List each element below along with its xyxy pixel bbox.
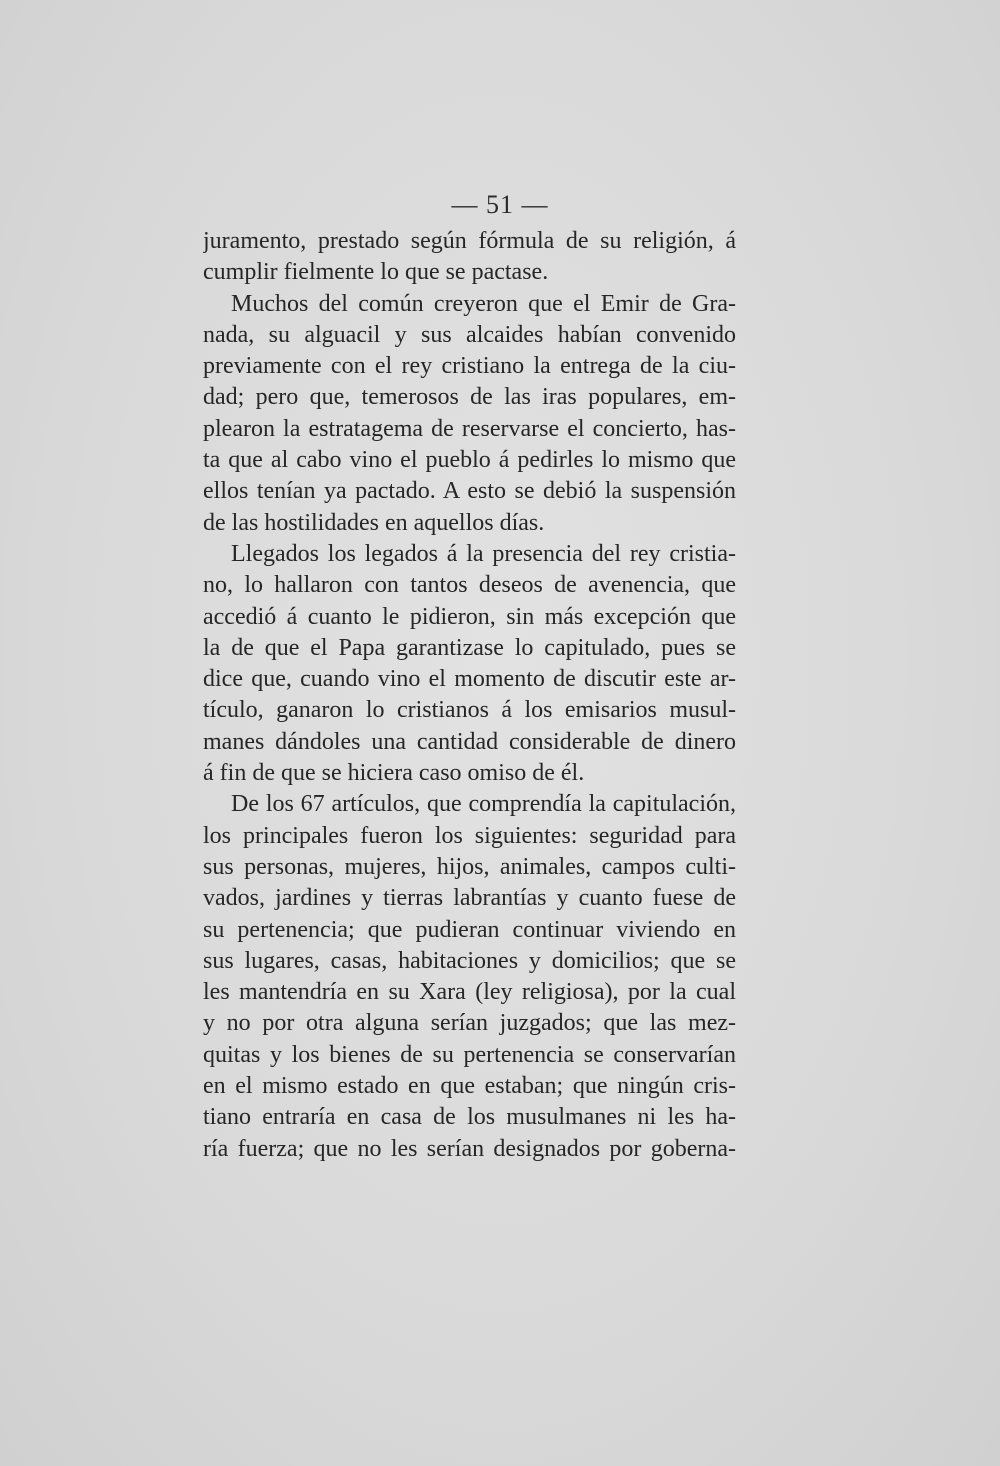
- text-line: sus lugares, casas, habitaciones y domicilios; que se: [203, 947, 736, 974]
- text-line: accedió á cuanto le pidieron, sin más excepción que: [203, 603, 736, 630]
- text-line: ría fuerza; que no les serían designados por goberna-: [203, 1135, 736, 1162]
- text-line: los principales fueron los siguientes: seguridad para: [203, 822, 736, 849]
- text-line: dad; pero que, temerosos de las iras populares, em-: [203, 384, 736, 411]
- text-line: de las hostilidades en aquellos días.: [203, 509, 545, 536]
- text-line: De los 67 artículos, que comprendía la capitulación,: [231, 791, 736, 818]
- page-number: — 51 —: [451, 190, 549, 219]
- text-line: en el mismo estado en que estaban; que ningún cris-: [203, 1073, 736, 1100]
- text-line: vados, jardines y tierras labrantías y cuanto fuese de: [203, 885, 736, 912]
- text-line: y no por otra alguna serían juzgados; que las mez-: [203, 1010, 736, 1037]
- text-line: juramento, prestado según fórmula de su religión, á: [203, 228, 736, 254]
- text-line: nada, su alguacil y sus alcaides habían convenido: [203, 321, 736, 348]
- text-line: ellos tenían ya pactado. A esto se debió la suspensión: [203, 478, 736, 505]
- text-line: cumplir fielmente lo que se pactase.: [203, 259, 549, 286]
- body-text: [203, 226, 736, 1165]
- text-line: ta que al cabo vino el pueblo á pedirles lo mismo que: [203, 447, 736, 474]
- text-line: plearon la estratagema de reservarse el concierto, has-: [203, 415, 736, 442]
- text-line: su pertenencia; que pudieran continuar viviendo en: [203, 916, 736, 943]
- text-line: no, lo hallaron con tantos deseos de avenencia, que: [203, 572, 736, 599]
- text-line: dice que, cuando vino el momento de discutir este ar-: [203, 666, 736, 693]
- text-line: la de que el Papa garantizase lo capitulado, pues se: [203, 634, 736, 661]
- text-line: Llegados los legados á la presencia del rey cristia-: [231, 540, 736, 567]
- text-line: les mantendría en su Xara (ley religiosa), por la cual: [203, 979, 736, 1006]
- text-line: tiano entraría en casa de los musulmanes ni les ha-: [203, 1104, 736, 1131]
- text-line: sus personas, mujeres, hijos, animales, campos culti-: [203, 853, 736, 880]
- text-line: previamente con el rey cristiano la entrega de la ciu-: [203, 353, 736, 380]
- text-line: manes dándoles una cantidad considerable de dinero: [203, 728, 736, 755]
- text-line: tículo, ganaron lo cristianos á los emisarios musul-: [203, 697, 736, 724]
- text-line: á fin de que se hiciera caso omiso de él.: [203, 760, 585, 787]
- text-line: Muchos del común creyeron que el Emir de Gra-: [231, 290, 736, 317]
- text-line: quitas y los bienes de su pertenencia se conservarían: [203, 1041, 736, 1068]
